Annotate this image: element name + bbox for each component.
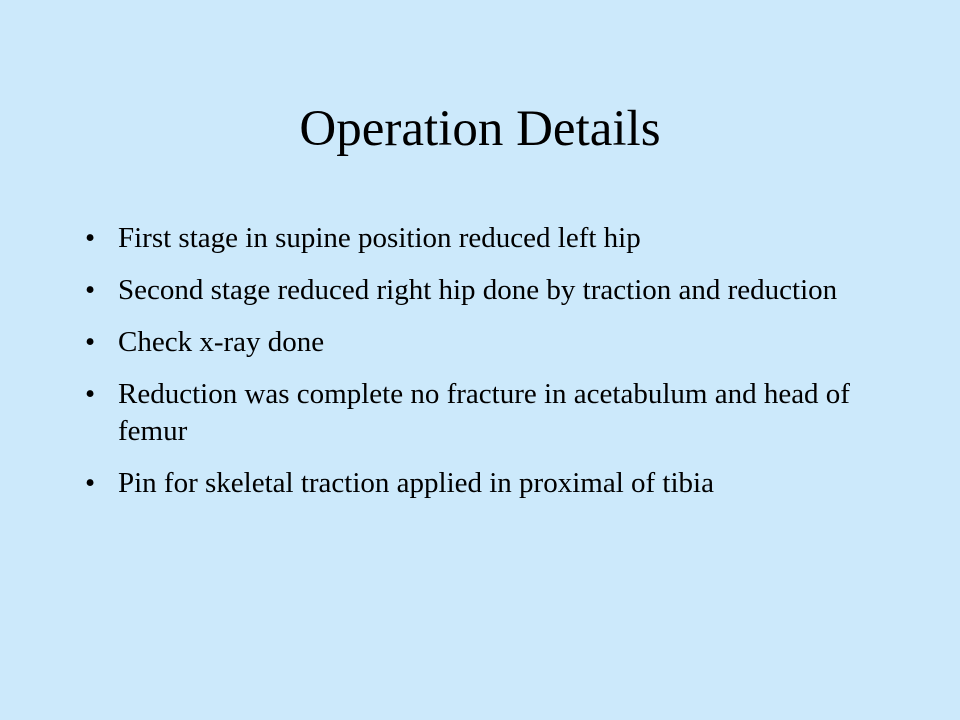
bullet-dot-icon: •	[85, 222, 96, 254]
bullet-item	[85, 465, 885, 502]
bullet-item	[85, 376, 885, 450]
bullet-dot-icon: •	[85, 326, 96, 358]
bullet-list	[85, 220, 885, 517]
bullet-text: First stage in supine position reduced left hip	[118, 222, 641, 254]
bullet-text: Check x-ray done	[118, 326, 325, 358]
bullet-item	[85, 272, 885, 309]
bullet-item	[85, 324, 885, 361]
bullet-item	[85, 220, 885, 257]
bullet-text: Pin for skeletal traction applied in proximal of tibia	[118, 467, 714, 499]
bullet-dot-icon: •	[85, 274, 96, 306]
bullet-dot-icon: •	[85, 378, 96, 410]
slide-title: Operation Details	[299, 101, 661, 157]
bullet-text: Reduction was complete no fracture in acetabulum and head of femur	[118, 378, 850, 447]
bullet-text: Second stage reduced right hip done by traction and reduction	[118, 274, 838, 306]
bullet-dot-icon: •	[85, 467, 96, 499]
